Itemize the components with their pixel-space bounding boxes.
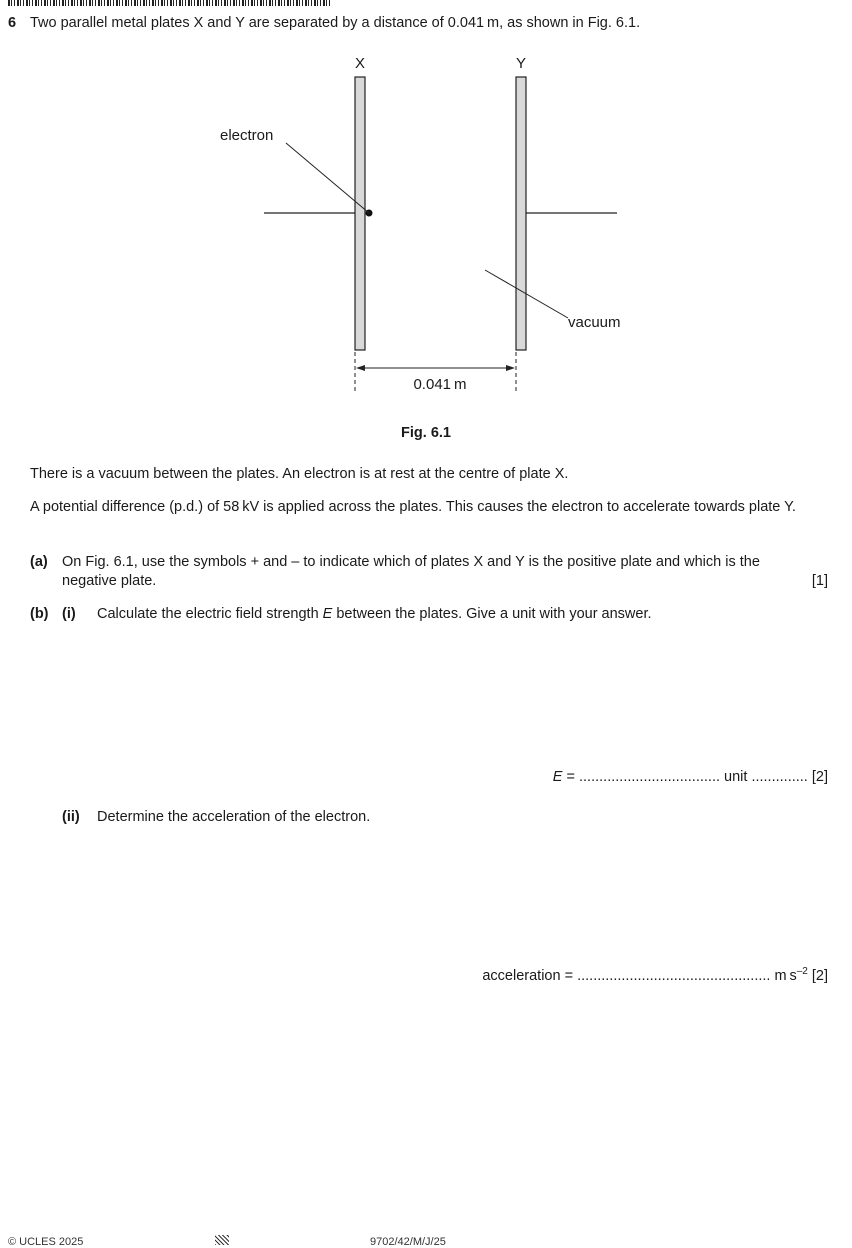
label-y: Y [515,55,527,72]
acceleration-unit: m s [770,967,797,984]
part-b-ii-text: Determine the acceleration of the electron. [97,809,371,825]
stem-paragraph-1: There is a vacuum between the plates. An electron is at rest at the centre of plate X. [30,466,569,482]
part-a-label: (a) [30,554,48,570]
footer-code: 9702/42/M/J/25 [370,1236,446,1248]
part-a-text: On Fig. 6.1, use the symbols + and – to indicate which of plates X and Y is the positive plate and which is the negative plate. [62,554,760,589]
figure-caption: Fig. 6.1 [401,425,451,441]
part-b-i-answer-line [553,768,828,787]
part-b-ii-label: (ii) [62,809,80,825]
part-b-label: (b) [30,606,49,622]
answer-field-e[interactable]: ................................... [579,769,720,785]
question-number: 6 [8,15,17,31]
figure-6-1 [0,50,852,420]
plate-x [355,77,365,350]
part-a-marks: [1] [811,573,828,589]
label-x: X [354,55,366,72]
field-symbol: E [322,606,333,622]
arrowhead-right [506,365,515,371]
part-b-ii-marks: [2] [811,967,828,984]
answer-symbol-e: E [552,769,563,785]
question-intro: Two parallel metal plates X and Y are separated by a distance of 0.041 m, as shown in Fig. 6.1. [30,15,641,31]
acceleration-unit-exponent: –2 [796,966,808,977]
part-b-i-marks: [2] [811,769,828,785]
plate-y [516,77,526,350]
barcode [8,0,330,6]
answer-equals: = [562,769,579,785]
footer-copyright: © UCLES 2025 [8,1236,84,1248]
part-b-i-text-before: Calculate the electric field strength [97,606,323,622]
arrowhead-left [356,365,365,371]
part-b-i-text-after: between the plates. Give a unit with your answer. [332,606,652,622]
answer-field-unit[interactable]: .............. [751,769,808,785]
label-electron: electron [220,127,274,144]
acceleration-label: acceleration = [482,967,578,984]
answer-field-acceleration[interactable]: ................................................ [577,967,771,984]
part-b-ii-answer-line [482,962,828,986]
stem-paragraph-2: A potential difference (p.d.) of 58 kV is applied across the plates. This causes the electron to accelerate towards plate Y. [30,499,796,515]
qr-code [215,1235,229,1245]
label-vacuum: vacuum [568,314,621,331]
part-b-i-label: (i) [62,606,76,622]
unit-word: unit [720,769,752,785]
part-b-i-text [97,605,837,624]
label-distance: 0.041 m [413,376,467,393]
